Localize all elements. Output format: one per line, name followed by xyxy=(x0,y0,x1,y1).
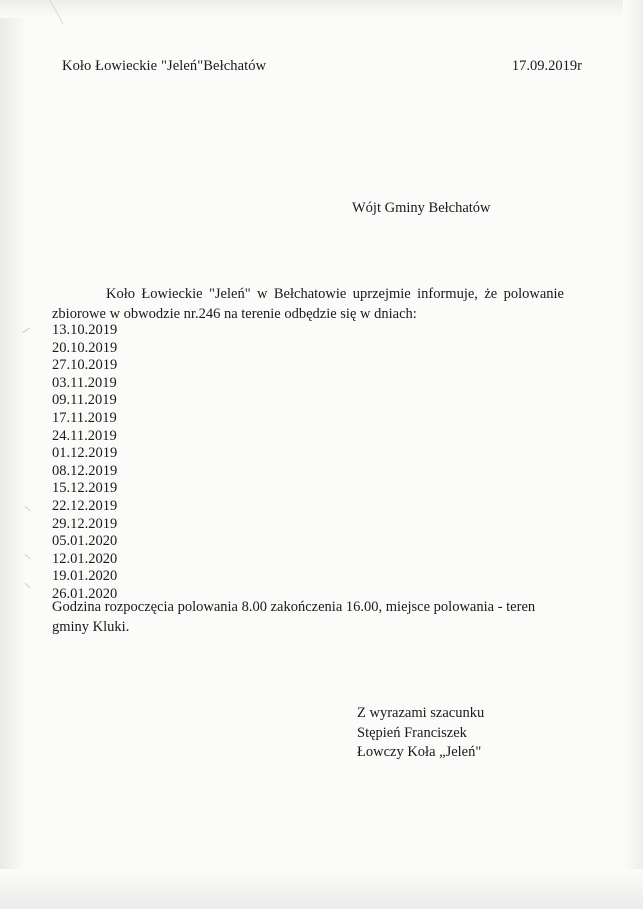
list-item: 03.11.2019 xyxy=(52,374,117,391)
list-item: 17.11.2019 xyxy=(52,409,117,426)
paper-edge-shading-right xyxy=(623,0,643,909)
signature-name: Stępień Franciszek xyxy=(357,724,467,741)
paper-corner-fold xyxy=(50,0,98,24)
closing-information: Godzina rozpoczęcia polowania 8.00 zakończenia 16.00, miejsce polowania - teren gminy Kluki. xyxy=(52,599,536,635)
body-paragraph-text: Koło Łowieckie "Jeleń" w Bełchatowie uprzejmie informuje, że polowanie zbiorowe w obwodzie nr.246 na terenie odbędzie się w dniach: xyxy=(52,286,564,322)
hunt-date-list xyxy=(52,322,117,604)
document-header xyxy=(62,58,582,75)
list-item: 27.10.2019 xyxy=(52,357,118,374)
paper-edge-shading-top xyxy=(0,0,643,18)
list-item: 26.01.2020 xyxy=(52,585,118,602)
body-paragraph xyxy=(52,285,564,324)
list-item: 12.01.2020 xyxy=(52,550,118,567)
addressee: Wójt Gminy Bełchatów xyxy=(352,200,491,216)
list-item: 29.12.2019 xyxy=(52,515,118,532)
sender-organization: Koło Łowieckie "Jeleń"Bełchatów xyxy=(62,58,267,74)
list-item: 09.11.2019 xyxy=(52,392,117,409)
list-item: 15.12.2019 xyxy=(52,480,118,497)
paper-edge-shading-left xyxy=(0,0,26,909)
paper-edge-shading-bottom xyxy=(0,869,643,909)
paper-edge-mark xyxy=(24,554,30,559)
list-item: 20.10.2019 xyxy=(52,339,118,356)
list-item: 22.12.2019 xyxy=(52,497,118,514)
document-date: 17.09.2019r xyxy=(511,58,582,74)
paper-edge-mark xyxy=(24,583,30,588)
list-item: 01.12.2019 xyxy=(52,445,118,462)
list-item: 13.10.2019 xyxy=(52,322,118,338)
signature-title: Łowczy Koła „Jeleń" xyxy=(357,744,482,760)
paper-edge-mark xyxy=(22,328,29,333)
signature-salutation: Z wyrazami szacunku xyxy=(357,705,485,721)
list-item: 05.01.2020 xyxy=(52,533,118,550)
list-item: 24.11.2019 xyxy=(52,427,117,444)
paper-edge-mark xyxy=(24,506,30,511)
signature-block xyxy=(357,704,484,763)
list-item: 08.12.2019 xyxy=(52,462,118,479)
list-item: 19.01.2020 xyxy=(52,568,118,585)
